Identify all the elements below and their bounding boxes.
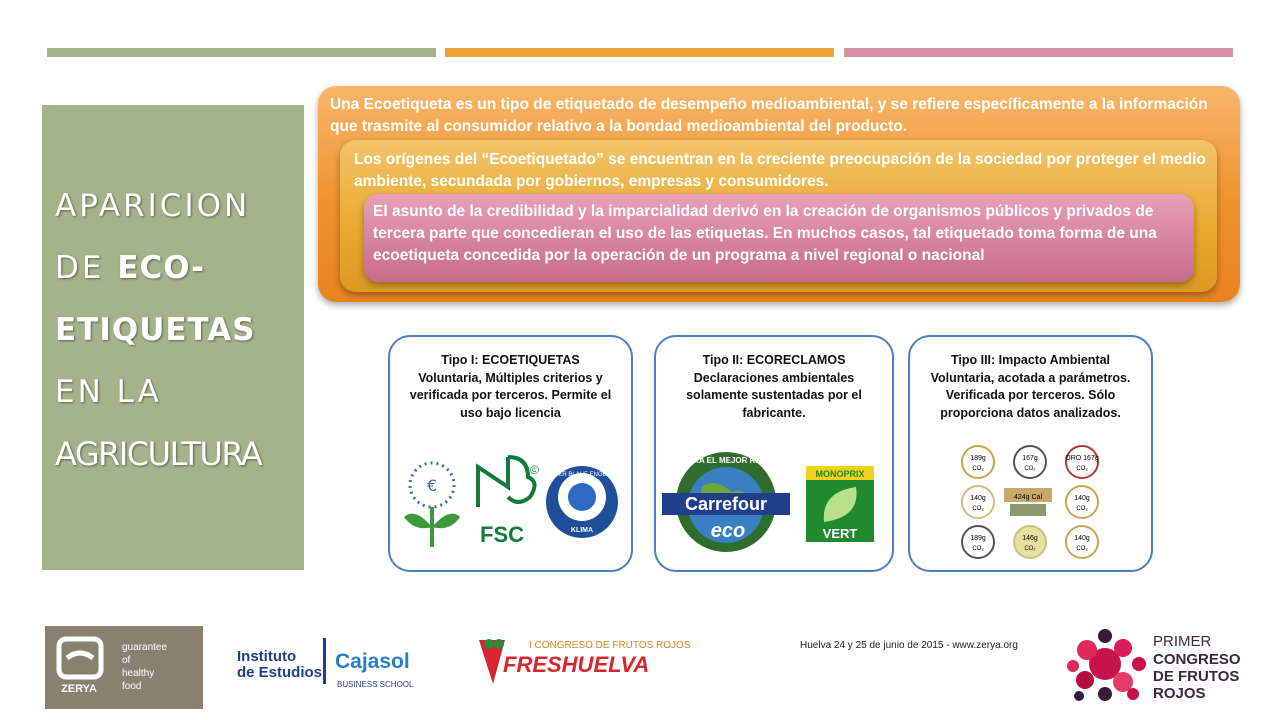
- monoprix-vert-icon: [806, 466, 874, 542]
- svg-text:CONGRESO: CONGRESO: [1153, 651, 1241, 668]
- co2-label-3: [1065, 446, 1099, 478]
- card-type-3: [908, 335, 1153, 572]
- top-bar-green: [47, 48, 436, 57]
- svg-text:Cajasol: Cajasol: [335, 650, 410, 673]
- primer-congreso-logo: [1065, 624, 1265, 708]
- svg-text:140g: 140g: [1074, 495, 1090, 502]
- svg-text:VERT: VERT: [822, 526, 858, 541]
- svg-text:LA TIERRA EL MEJOR RECURSO: LA TIERRA EL MEJOR RECURSO: [662, 456, 790, 465]
- co2-label-9: [1066, 526, 1098, 558]
- svg-text:PRIMER: PRIMER: [1153, 633, 1212, 650]
- congreso-label: I CONGRESO DE FRUTOS ROJOS: [529, 640, 691, 651]
- title-line-4: EN LA: [55, 374, 162, 410]
- svg-text:140g: 140g: [1074, 535, 1090, 542]
- card-type-3-text: Tipo III: Impacto Ambiental Voluntaria, acotada a parámetros. Verificada por terceros. Sólo proporciona datos analizados.: [930, 353, 1131, 420]
- svg-text:guarantee: guarantee: [122, 642, 168, 653]
- zerya-logo: [45, 626, 205, 710]
- svg-text:eco: eco: [710, 520, 746, 542]
- svg-text:de Estudios: de Estudios: [237, 664, 323, 681]
- type-2-logos: [656, 447, 891, 557]
- svg-text:CO₂: CO₂: [1024, 546, 1036, 552]
- co2-label-6: [1066, 486, 1098, 518]
- blue-angel-icon: [546, 466, 618, 538]
- event-date-info: Huelva 24 y 25 de junio de 2015 - www.zerya.org: [800, 640, 1018, 651]
- card-type-1: [388, 335, 633, 572]
- svg-text:CO₂: CO₂: [972, 506, 984, 512]
- svg-text:CO₂: CO₂: [1024, 466, 1036, 472]
- svg-text:BUSINESS SCHOOL: BUSINESS SCHOOL: [337, 680, 414, 689]
- co2-label-1: [962, 446, 994, 478]
- svg-text:CO₂: CO₂: [1076, 466, 1088, 472]
- type-1-logos: [390, 452, 630, 562]
- eu-ecolabel-icon: [404, 463, 460, 547]
- co2-label-2: [1014, 446, 1046, 478]
- title-panel: [42, 105, 304, 570]
- svg-text:KLIMA: KLIMA: [570, 527, 594, 534]
- svg-text:189g: 189g: [970, 535, 986, 542]
- svg-text:FSC: FSC: [480, 522, 524, 547]
- co2-label-7: [962, 526, 994, 558]
- definition-text: Una Ecoetiqueta es un tipo de etiquetado de desempeño medioambiental, y se refiere específicamente a la información que trasmite al consumidor relativo a la bondad medioambiental del producto.: [330, 96, 1208, 135]
- co2-label-8: [1014, 526, 1046, 558]
- top-bar-orange: [445, 48, 834, 57]
- svg-text:ZERYA: ZERYA: [61, 683, 97, 695]
- type-3-co2-labels: [910, 442, 1150, 562]
- svg-text:146g: 146g: [1022, 535, 1038, 542]
- svg-text:189g: 189g: [970, 455, 986, 462]
- svg-text:DER BLAUE ENGEL: DER BLAUE ENGEL: [553, 472, 611, 478]
- co2-label-4: [962, 486, 994, 518]
- title-line-1: APARICION: [55, 188, 251, 224]
- svg-text:CO₂: CO₂: [1076, 506, 1088, 512]
- svg-text:ROJOS: ROJOS: [1153, 685, 1206, 702]
- credibility-text: El asunto de la credibilidad y la imparcialidad derivó en la creación de organismos públicos y privados de tercera parte que concedieran el uso de las etiquetas. En muchos casos, tal etiquetado toma forma de una ecoetiqueta concedida por la operación de un programa a nivel regional o nacional: [373, 203, 1157, 264]
- fsc-icon: [478, 457, 539, 547]
- svg-text:©: ©: [530, 463, 539, 477]
- svg-text:€: €: [426, 476, 438, 495]
- title-line-3: ETIQUETAS: [55, 312, 256, 348]
- svg-text:food: food: [122, 681, 142, 692]
- carrefour-eco-icon: [662, 452, 790, 552]
- svg-text:healthy: healthy: [122, 668, 155, 679]
- svg-text:CO₂: CO₂: [972, 466, 984, 472]
- svg-text:424g Cal: 424g Cal: [1013, 494, 1043, 501]
- co2-label-5: [1004, 488, 1052, 516]
- svg-text:CO₂: CO₂: [972, 546, 984, 552]
- credibility-box: [364, 194, 1194, 282]
- svg-text:167g: 167g: [1022, 455, 1038, 462]
- svg-text:MONOPRIX: MONOPRIX: [815, 469, 865, 479]
- slide-title: [55, 175, 300, 485]
- card-type-1-text: Tipo I: ECOETIQUETAS Voluntaria, Múltiples criterios y verificada por terceros. Permite el uso bajo licencia: [409, 353, 612, 420]
- top-bar-pink: [844, 48, 1233, 57]
- card-type-2: [654, 335, 894, 572]
- card-type-2-text: Tipo II: ECORECLAMOS Declaraciones ambientales solamente sustentadas por el fabricante.: [686, 353, 862, 420]
- svg-text:DE FRUTOS: DE FRUTOS: [1153, 668, 1240, 685]
- svg-text:Carrefour: Carrefour: [684, 494, 768, 514]
- berries-icon: [1067, 629, 1146, 701]
- title-line-2: DE ECO-: [55, 250, 206, 286]
- svg-text:CO₂: CO₂: [1076, 546, 1088, 552]
- svg-text:ORO 167g: ORO 167g: [1065, 455, 1099, 462]
- svg-text:140g: 140g: [970, 495, 986, 502]
- svg-text:FRESHUELVA: FRESHUELVA: [503, 652, 650, 677]
- svg-text:of: of: [122, 655, 131, 666]
- cajasol-logo: [235, 635, 425, 695]
- title-line-5: AGRICULTURA: [55, 435, 262, 473]
- origins-text: Los orígenes del “Ecoetiquetado” se encuentran en la creciente preocupación de la sociedad por proteger el medio ambiente, secundada por gobiernos, empresas y consumidores.: [354, 151, 1206, 190]
- svg-text:Instituto: Instituto: [237, 648, 297, 665]
